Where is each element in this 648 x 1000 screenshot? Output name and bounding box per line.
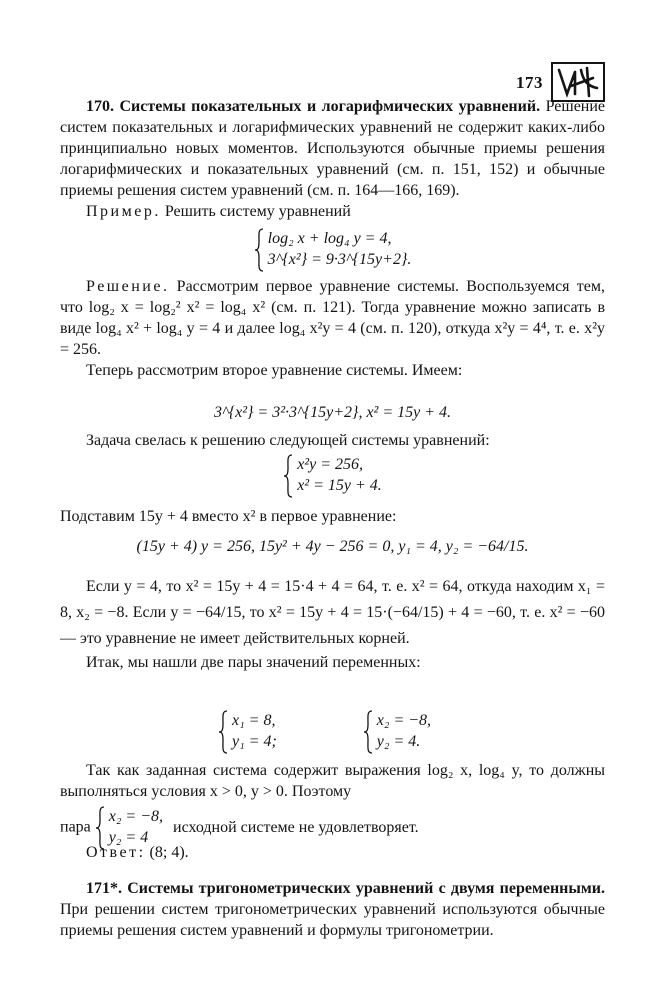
section-171: [60, 878, 605, 941]
system-1: [60, 228, 605, 270]
answer: [60, 842, 605, 863]
domain-block: [60, 760, 605, 802]
brace-icon: [363, 710, 373, 754]
pair-2-system: x₂ = −8, y₂ = 4.: [363, 710, 431, 752]
solution-label: Решение.: [86, 278, 170, 295]
equation-3: (15y + 4) y = 256, 15y² + 4y − 256 = 0, y₁ = 4, y₂ = −64/15.: [136, 538, 529, 555]
system-1-line-2: 3^{x²} = 9·3^{15y+2}.: [267, 251, 412, 268]
system-1-line-1: log₂ x + log₄ y = 4,: [267, 230, 392, 247]
domain-text: Так как заданная система содержит выражения log₂ x, log₄ y, то должны выполняться условия x > 0, y > 0. Поэтому: [60, 762, 605, 800]
pairs-text: Итак, мы нашли две пары значений переменных:: [86, 654, 421, 671]
rejected-pair-system: x₂ = −8, y₂ = 4: [95, 806, 163, 848]
example-label: Пример.: [86, 203, 161, 220]
equation-2: 3^{x²} = 3²·3^{15y+2}, x² = 15y + 4.: [213, 404, 452, 421]
pairs-systems: [60, 710, 605, 752]
brace-icon: [218, 710, 228, 754]
section-171-heading: 171*. Системы тригонометрических уравнений с двумя переменными.: [86, 880, 605, 897]
pair-1-system: x₁ = 8, y₁ = 4;: [218, 710, 277, 752]
system-2: [60, 454, 605, 496]
system-2-line-1: x²y = 256,: [297, 456, 363, 473]
solution-block: [60, 276, 605, 381]
brace-icon: [283, 454, 293, 498]
section-171-text: При решении систем тригонометрических уравнений используются обычные приемы решения систем уравнений и формулы тригонометрии.: [60, 901, 605, 939]
reduced-system-text: Задача свелась к решению следующей системы уравнений:: [86, 432, 490, 449]
section-170-heading: 170. Системы показательных и логарифмических уравнений.: [86, 98, 541, 115]
equation-system: [283, 454, 382, 496]
solution-paragraph: Решение. Рассмотрим первое уравнение системы. Воспользуемся тем, что log₂ x = log₂² x² = log₄ x² (см. п. 121). Тогда уравнение можно записать в виде log₄ x² + log₄ y = 4 и далее log₄ x²y = 4 (см. п. 120), откуда x²y = 4⁴, т. е. x²y = 256.: [60, 278, 605, 358]
answer-label: Ответ:: [86, 844, 146, 861]
brace-icon: [254, 228, 264, 272]
rejected-pair: пара x₂ = −8, y₂ = 4 исходной системе не удовлетворяет.: [60, 806, 605, 848]
section-170-intro: 170. Системы показательных и логарифмических уравнений. Решение систем показательных и логарифмических уравнений не содержит каких-либо принципиально новых моментов. Используются обычные приемы решения логарифмических и показательных уравнений (см. п. 151, 152) и обычные приемы решения систем уравнений (см. п. 164—166, 169).: [60, 98, 606, 199]
second-equation-text: Теперь рассмотрим второе уравнение системы. Имеем:: [86, 362, 463, 379]
section-170: [60, 96, 605, 222]
system-2-line-2: x² = 15y + 4.: [297, 477, 382, 494]
cases-block: [60, 574, 605, 673]
substitution-text: Подставим 15y + 4 вместо x² в первое уравнение:: [60, 508, 397, 525]
answer-value: (8; 4).: [149, 844, 189, 861]
example-task: Пример. Решить систему уравнений: [86, 203, 351, 220]
page-number: 173: [516, 73, 543, 92]
equation-system: [254, 228, 412, 270]
cases-text: Если y = 4, то x² = 15y + 4 = 15·4 + 4 = 64, т. е. x² = 64, откуда находим x₁ = 8, x₂ = −8. Если y = −64/15, то x² = 15y + 4 = 15·(−64/15) + 4 = −60, т. е. x² = −60 — это уравнение не имеет действительных корней.: [60, 578, 605, 647]
